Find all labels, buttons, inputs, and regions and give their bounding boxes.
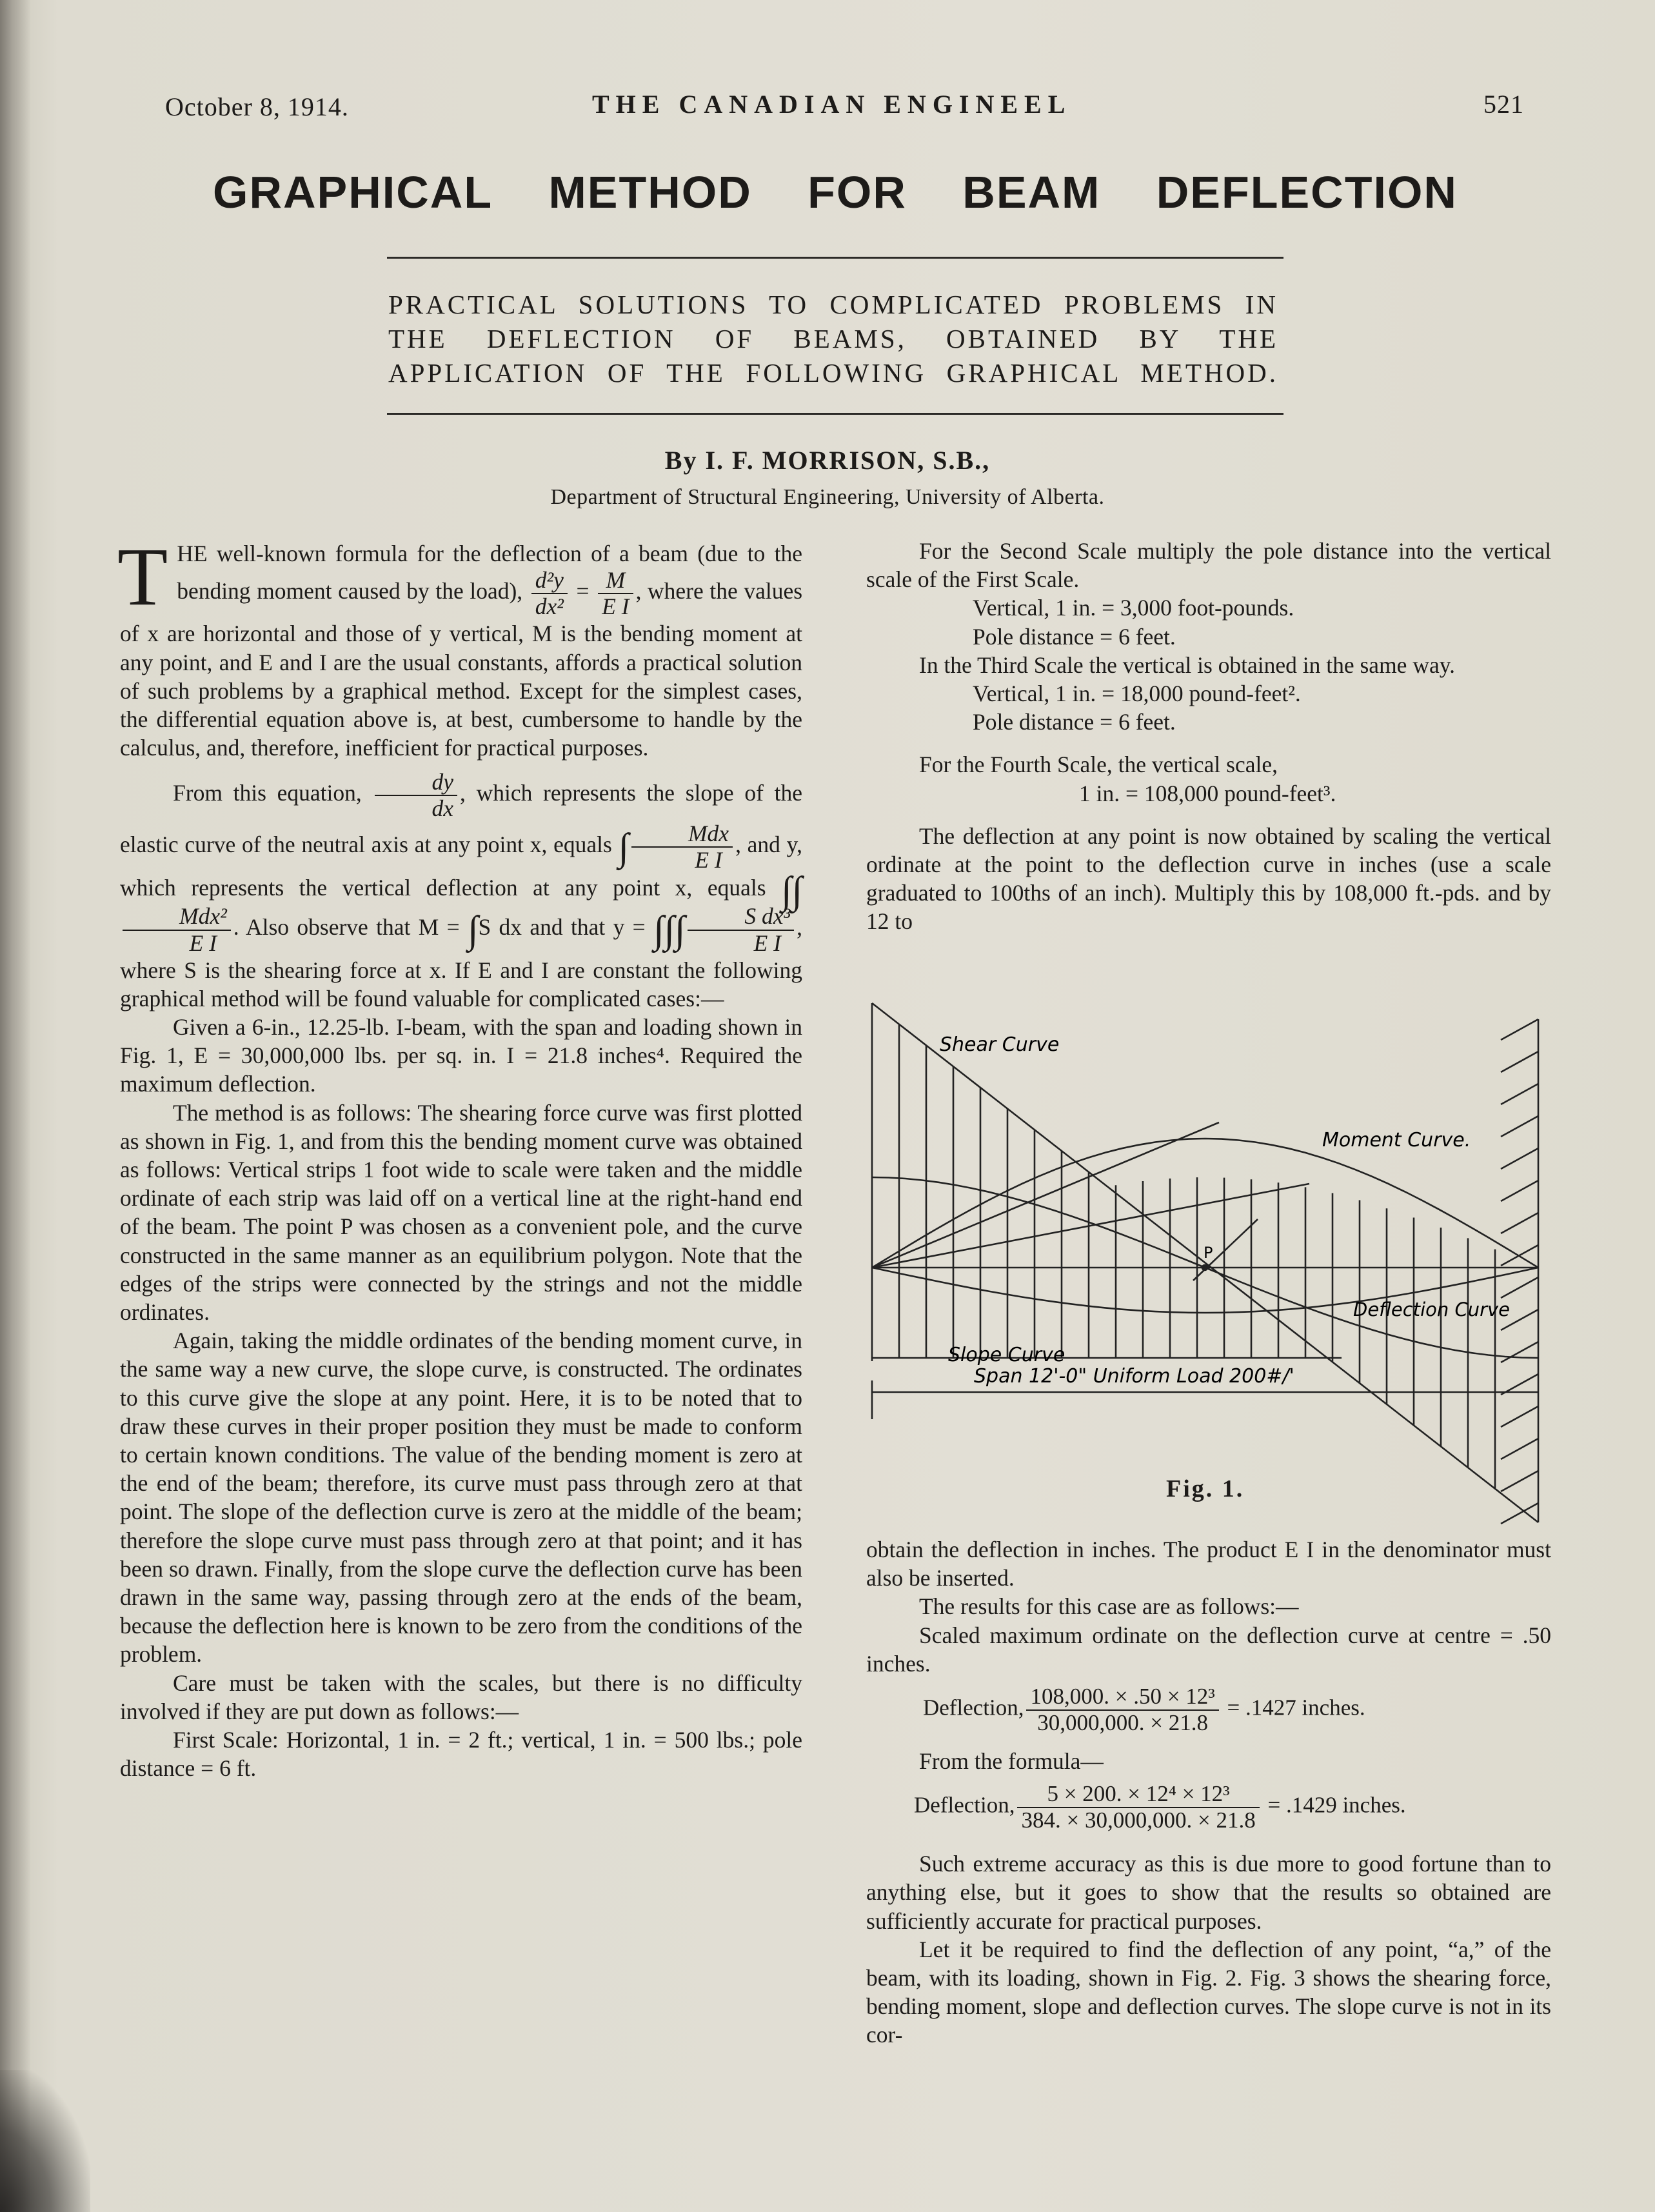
pole-ray [872, 1184, 1309, 1268]
deflection-equation-2 [866, 1782, 1551, 1833]
issue-date: October 8, 1914. [165, 92, 349, 121]
scale-line: Pole distance = 6 feet. [973, 709, 1176, 735]
pole-p-label: P [1204, 1244, 1213, 1262]
pole-ray [1193, 1219, 1258, 1280]
slope-curve-label: Slope Curve [948, 1344, 1065, 1366]
text-run: , and y, which represents the vertical deflection at any point x, equals [120, 832, 802, 901]
figure-1-caption: Fig. 1. [1166, 1475, 1245, 1502]
text-run: , where S is the shearing force at x. If E and I are constant the following graphical method will be found valuable for complicated cases:— [120, 914, 803, 1011]
paragraph-1 [117, 531, 803, 762]
article-title [213, 166, 1458, 218]
paragraph-ei-product: obtain the deflection in inches. The product E I in the denominator must also be inserted. [866, 1537, 1551, 1591]
text-run: , which represents the slope of the elastic curve of the neutral axis at any point x, equals [120, 780, 802, 858]
pole-ray [872, 1122, 1219, 1268]
author-byline: By I. F. MORRISON, S.B., [664, 446, 991, 475]
text-run: From this equation, [173, 780, 362, 806]
double-integral-sign: ∫∫ [781, 868, 802, 912]
string-ray [1501, 1406, 1538, 1427]
paragraph-results: The results for this case are as follows:— [919, 1593, 1299, 1620]
paragraph-formula: From the formula— [919, 1748, 1104, 1775]
left-column [117, 531, 803, 1782]
pole-point [1202, 1265, 1207, 1270]
paragraph-point-a: Let it be required to find the deflection of any point, “a,” of the beam, with its loading, shown in Fig. 2. Fig. 3 shows the shearing force, bending moment, slope and deflection curves. The slope curve is not in its cor- [866, 1936, 1551, 2048]
fraction-d2y-dx2: $\frac{\text{d²y}}{\text{dx²}}$ [531, 568, 568, 619]
text-run: . Also observe that M = [233, 914, 460, 941]
paragraph-2 [120, 770, 802, 1013]
string-ray [1501, 1342, 1538, 1362]
figure-1-diagram [858, 993, 1554, 1529]
triple-integral-sign: ∫∫∫ [653, 908, 686, 952]
string-ray [1501, 1051, 1538, 1072]
string-ray [1501, 1181, 1538, 1201]
equation-result: = .1427 inches. [1227, 1695, 1365, 1720]
shear-curve [872, 1003, 1538, 1522]
text-run: S dx and that y = [478, 914, 646, 941]
paragraph-7: First Scale: Horizontal, 1 in. = 2 ft.; vertical, 1 in. = 500 lbs.; pole distance = 6 ft. [120, 1727, 802, 1782]
page-number: 521 [1483, 90, 1524, 119]
title-word: BEAM [962, 167, 1101, 217]
paragraph-scaled-ordinate: Scaled maximum ordinate on the deflection curve at centre = .50 inches. [866, 1622, 1551, 1677]
fraction-mdx-ei: $\frac{\text{Mdx}}{\text{E I}}$ [631, 821, 733, 873]
string-ray [1501, 1213, 1538, 1233]
journal-name: THE CANADIAN ENGINEEL [592, 90, 1072, 119]
title-word: FOR [808, 167, 907, 217]
string-ray [1501, 1084, 1538, 1104]
equation-fraction: $\frac{\text{108,000. × .50 × 12³}}{30,000,000. \times 21.8}$ [1026, 1684, 1218, 1735]
equation-fraction: $\frac{\text{5 × 200. × 12⁴ × 12³}}{384. \times 30,000,000. \times 21.8}$ [1017, 1782, 1259, 1833]
integral-sign: ∫ [618, 826, 629, 869]
scale-line: 1 in. = 108,000 pound-feet³. [1079, 780, 1336, 806]
integral-sign: ∫ [468, 908, 479, 952]
string-ray [1501, 1439, 1538, 1459]
equation-label: Deflection, [914, 1792, 1015, 1818]
equation-label: Deflection, [923, 1695, 1024, 1720]
deflection-equation-1 [866, 1684, 1551, 1735]
string-ray [1501, 1471, 1538, 1491]
fraction-sdx3-ei: $\frac{\text{S dx³}}{\text{E I}}$ [688, 904, 794, 955]
moment-curve-label: Moment Curve. [1322, 1129, 1471, 1151]
paragraph-6: Care must be taken with the scales, but there is no difficulty involved if they are put down as follows:— [120, 1669, 802, 1724]
scale-line: Pole distance = 6 feet. [973, 623, 1176, 650]
paragraph-4: The method is as follows: The shearing force curve was first plotted as shown in Fig. 1, and from this the bending moment curve was obtained as follows: Vertical strips 1 foot wide to scale were taken and the middle ordinate of each strip was laid off on a vertical line at the right-hand end of the beam. The point P was chosen as a convenient pole, and the curve constructed in the same manner as an equilibrium polygon. Note that the edges of the strips were connected by the strings and not the middle ordinates. [120, 1099, 802, 1325]
text-run: , where the values of x are horizontal and those of y vertical, M is the bending moment at any point, and E and I are the usual constants, affords a practical solution of such problems by a graphical method. Except for the simplest cases, the differential equation above is, at best, cumbersome to handle by the calculus, and, therefore, inefficient for practical purposes. [120, 578, 803, 761]
page-corner-shadow [0, 2070, 90, 2212]
paragraph-5: Again, taking the middle ordinates of the bending moment curve, in the same way a new curve, the slope curve, is constructed. The ordinates to this curve give the slope at any point. Here, it is to be noted that to draw these curves in their proper position they must be made to conform to certain known conditions. The value of the bending moment is zero at the end of the beam; therefore, its curve must pass through zero at that point. The slope of the deflection curve is zero at the middle of the beam; therefore the slope curve must pass through zero at that point; and it has been so drawn. Finally, from the slope curve the deflection curve has been drawn in the same way, passing through zero at the ends of the beam, because the deflection here is known to be zero from the conditions of the problem. [120, 1328, 802, 1668]
right-column-top [866, 537, 1551, 936]
deflection-curve-label: Deflection Curve [1353, 1299, 1511, 1320]
title-word: METHOD [548, 167, 752, 217]
shear-curve-label: Shear Curve [940, 1033, 1060, 1056]
span-label: Span 12'-0" Uniform Load 200#/' [974, 1365, 1294, 1388]
book-spine-shadow [0, 0, 31, 2212]
equals-sign: = [576, 578, 590, 604]
string-ray [1501, 1148, 1538, 1169]
scale-line: Vertical, 1 in. = 18,000 pound-feet². [973, 681, 1301, 707]
fraction-m-ei: $\frac{M}{\text{E I}}$ [598, 568, 633, 619]
article-subtitle: PRACTICAL SOLUTIONS TO COMPLICATED PROBLEMS IN THE DEFLECTION OF BEAMS, OBTAINED BY THE APPLICATION OF THE FOLLOWING GRAPHICAL METHOD. [388, 290, 1278, 388]
fraction-mdx2-ei: $\frac{\text{Mdx²}}{\text{E I}}$ [123, 904, 231, 955]
string-ray [1501, 1503, 1538, 1524]
string-ray [1501, 1277, 1538, 1298]
paragraph-third-scale: In the Third Scale the vertical is obtained in the same way. [919, 652, 1456, 678]
paragraph-3: Given a 6-in., 12.25-lb. I-beam, with the span and loading shown in Fig. 1, E = 30,000,000 lbs. per sq. in. I = 21.8 inches⁴. Required the maximum deflection. [120, 1013, 802, 1097]
fraction-dy-dx: $\frac{dy}{dx}$ [375, 770, 457, 821]
right-column-bottom [866, 1535, 1551, 2049]
drop-cap: T [117, 531, 168, 623]
author-affiliation: Department of Structural Engineering, University of Alberta. [550, 485, 1105, 509]
title-word: GRAPHICAL [213, 167, 493, 217]
paragraph-deflection-method: The deflection at any point is now obtained by scaling the vertical ordinate at the point to the deflection curve in inches (use a scale graduated to 100ths of an inch). Multiply this by 108,000 ft.-pds. and by 12 to [866, 822, 1551, 935]
text-run: HE well-known formula for the deflection of a beam (due to the bending moment caused by the load), [177, 541, 802, 604]
scale-line: Vertical, 1 in. = 3,000 foot-pounds. [973, 595, 1294, 621]
top-rule [387, 257, 1283, 259]
paragraph-fourth-scale: For the Fourth Scale, the vertical scale, [919, 752, 1278, 778]
string-ray [1501, 1116, 1538, 1137]
title-word: DEFLECTION [1156, 167, 1458, 217]
paragraph-accuracy: Such extreme accuracy as this is due more to good fortune than to anything else, but it goes to show that the results so obtained are sufficiently accurate for practical purposes. [866, 1851, 1551, 1934]
paragraph-second-scale: For the Second Scale multiply the pole distance into the vertical scale of the First Scale. [866, 538, 1551, 593]
bottom-rule [387, 413, 1283, 415]
string-ray [1501, 1019, 1538, 1040]
equation-result: = .1429 inches. [1267, 1792, 1406, 1818]
